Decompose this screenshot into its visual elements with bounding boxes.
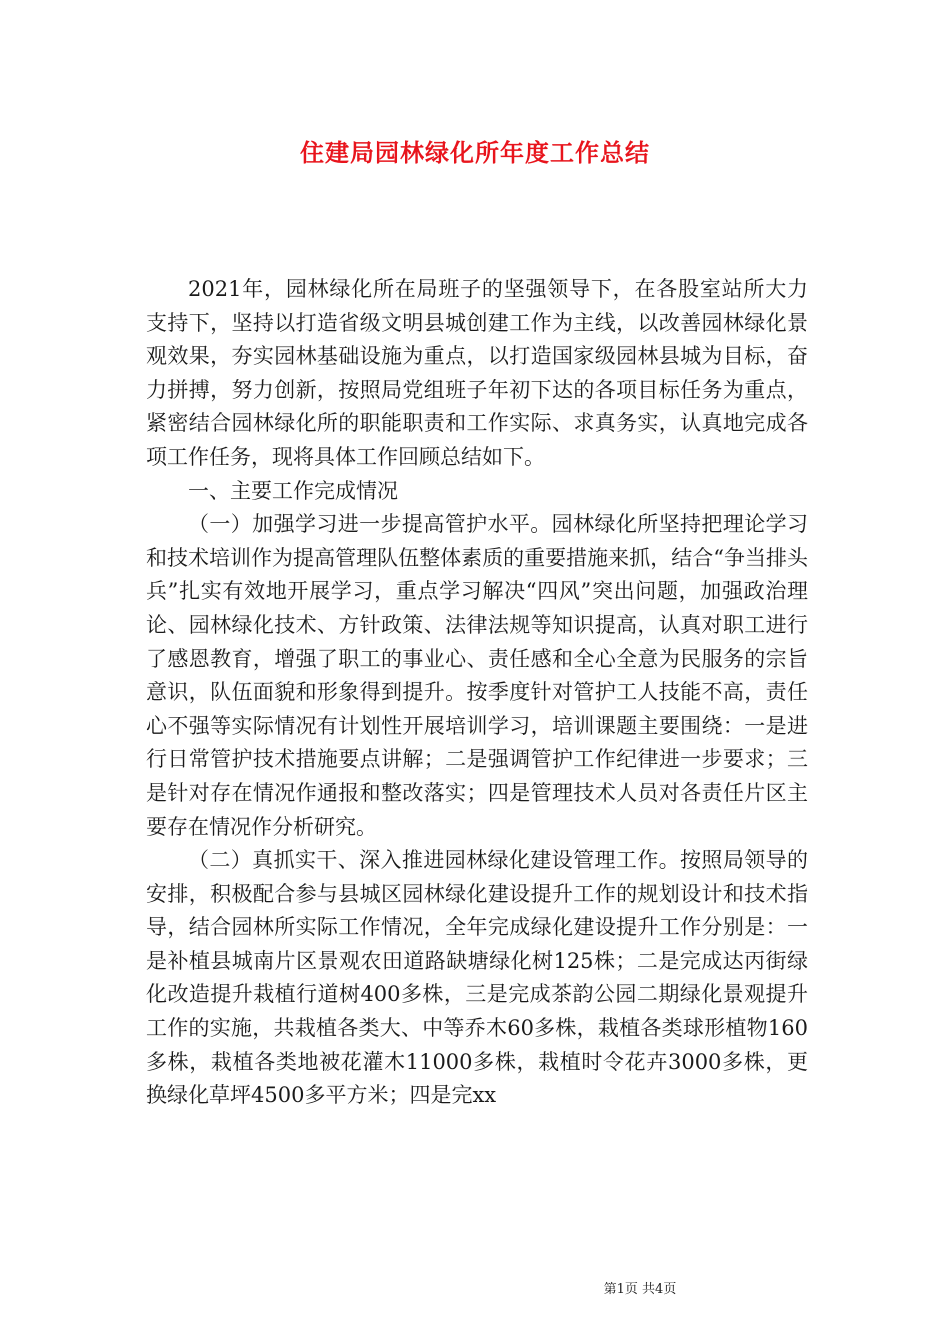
page-title: 住建局园林绿化所年度工作总结 xyxy=(300,138,650,167)
document-body xyxy=(146,273,808,1113)
paragraph-construction: （二）真抓实干、深入推进园林绿化建设管理工作。按照局领导的安排，积极配合参与县城区园林绿化建设提升工作的规划设计和技术指导，结合园林所实际工作情况，全年完成绿化建设提升工作分别是：一是补植县城南片区景观农田道路缺塘绿化树125株；二是完成达丙街绿化改造提升栽植行道树400多株，三是完成茶韵公园二期绿化景观提升工作的实施，共栽植各类大、中等乔木60多株，栽植各类球形植物160多株，栽植各类地被花灌木11000多株，栽植时令花卉3000多株，更换绿化草坪4500多平方米；四是完xx xyxy=(146,848,808,1108)
paragraph-intro: 2021年，园林绿化所在局班子的坚强领导下，在各股室站所大力支持下，坚持以打造省级文明县城创建工作为主线，以改善园林绿化景观效果，夯实园林基础设施为重点，以打造国家级园林县城为目标，奋力拼搏，努力创新，按照局党组班子年初下达的各项目标任务为重点，紧密结合园林绿化所的职能职责和工作实际、求真务实，认真地完成各项工作任务，现将具体工作回顾总结如下。 xyxy=(146,277,808,469)
paragraph-study: （一）加强学习进一步提高管护水平。园林绿化所坚持把理论学习和技术培训作为提高管理队伍整体素质的重要措施来抓，结合“争当排头兵”扎实有效地开展学习，重点学习解决“四风”突出问题，加强政治理论、园林绿化技术、方针政策、法律法规等知识提高，认真对职工进行了感恩教育，增强了职工的事业心、责任感和全心全意为民服务的宗旨意识，队伍面貌和形象得到提升。按季度针对管护工人技能不高，责任心不强等实际情况有计划性开展培训学习，培训课题主要围绕：一是进行日常管护技术措施要点讲解；二是强调管护工作纪律进一步要求；三是针对存在情况作通报和整改落实；四是管理技术人员对各责任片区主要存在情况作分析研究。 xyxy=(146,512,808,839)
section-heading: 一、主要工作完成情况 xyxy=(188,478,398,503)
page-footer: 第1页 共4页 xyxy=(603,1282,677,1297)
